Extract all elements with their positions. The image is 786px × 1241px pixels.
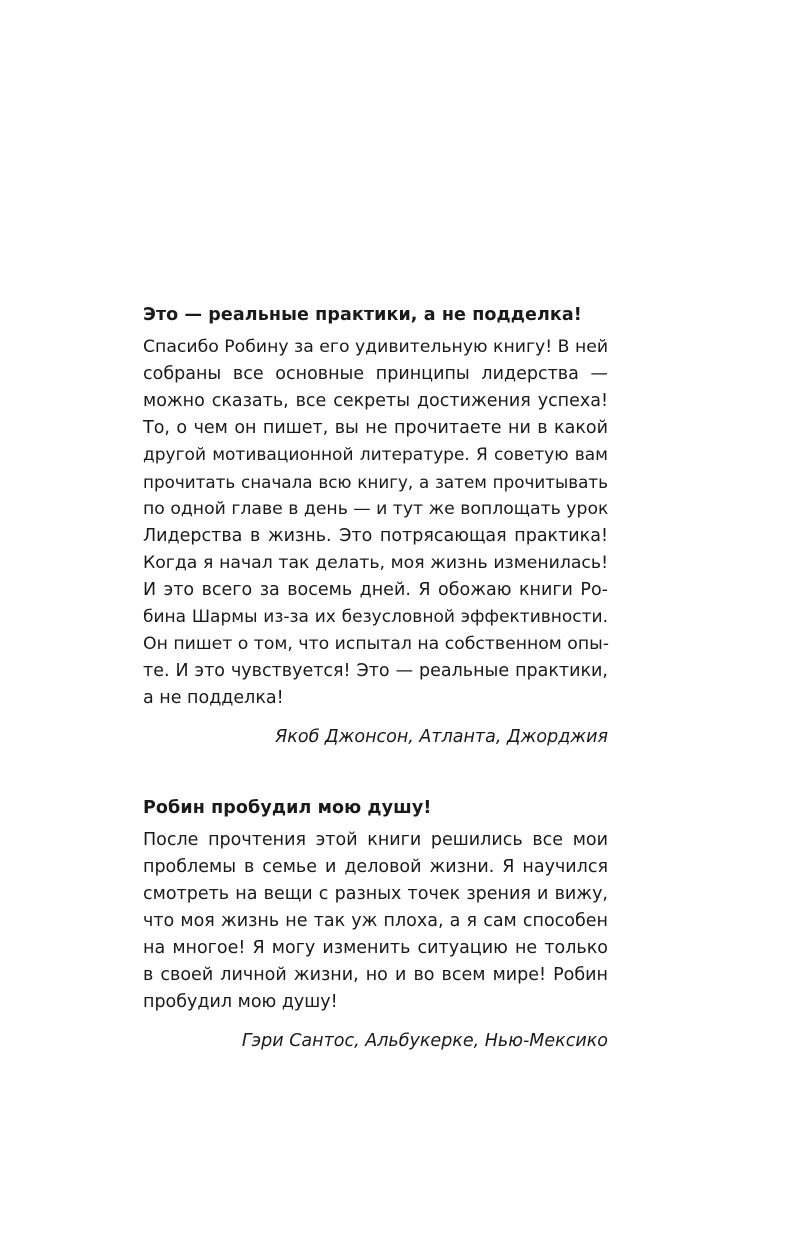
text-line: После прочтения этой книги решились все мои <box>143 830 608 850</box>
text-line: другой мотивационной литературе. Я советую вам <box>143 445 608 465</box>
text-line: те. И это чувствуется! Это — реальные практики, <box>143 661 608 681</box>
page-content <box>143 302 608 1055</box>
text-line: бина Шармы из-за их безусловной эффективности. <box>143 607 608 627</box>
text-line: прочитать сначала всю книгу, а затем прочитывать <box>143 472 608 492</box>
text-line: смотреть на вещи с разных точек зрения и вижу, <box>143 884 608 904</box>
review-text <box>143 334 608 712</box>
review-signature: Якоб Джонсон, Атланта, Джорджия <box>275 727 608 747</box>
review-title: Это — реальные практики, а не подделка! <box>143 305 582 325</box>
review-signature: Гэри Сантос, Альбукерке, Нью-Мексико <box>241 1031 608 1051</box>
text-line: Когда я начал так делать, моя жизнь изменилась! <box>143 553 608 573</box>
text-line: на многое! Я могу изменить ситуацию не только <box>143 938 608 958</box>
text-line: что моя жизнь не так уж плоха, а я сам способен <box>143 911 608 931</box>
text-line: Лидерства в жизнь. Это потрясающая практика! <box>143 526 608 546</box>
review-title: Робин пробудил мою душу! <box>143 798 432 818</box>
text-line: можно сказать, все секреты достижения успеха! <box>143 391 608 411</box>
text-line: по одной главе в день — и тут же воплощать урок <box>143 499 609 519</box>
text-line: И это всего за восемь дней. Я обожаю книги Ро- <box>143 580 608 600</box>
text-line: проблемы в семье и деловой жизни. Я научился <box>143 857 608 877</box>
text-line: в своей личной жизни, но и во всем мире! Робин <box>143 965 608 985</box>
text-line: а не подделка! <box>143 688 284 708</box>
text-line: Спасибо Робину за его удивительную книгу! В ней <box>143 337 609 357</box>
review-1 <box>143 302 608 751</box>
text-line: пробудил мою душу! <box>143 992 338 1012</box>
review-2 <box>143 795 608 1055</box>
text-line: То, о чем он пишет, вы не прочитаете ни в какой <box>143 418 608 438</box>
text-line: собраны все основные принципы лидерства — <box>143 364 608 384</box>
review-text <box>143 827 608 1016</box>
text-line: Он пишет о том, что испытал на собственном опы- <box>143 634 609 654</box>
